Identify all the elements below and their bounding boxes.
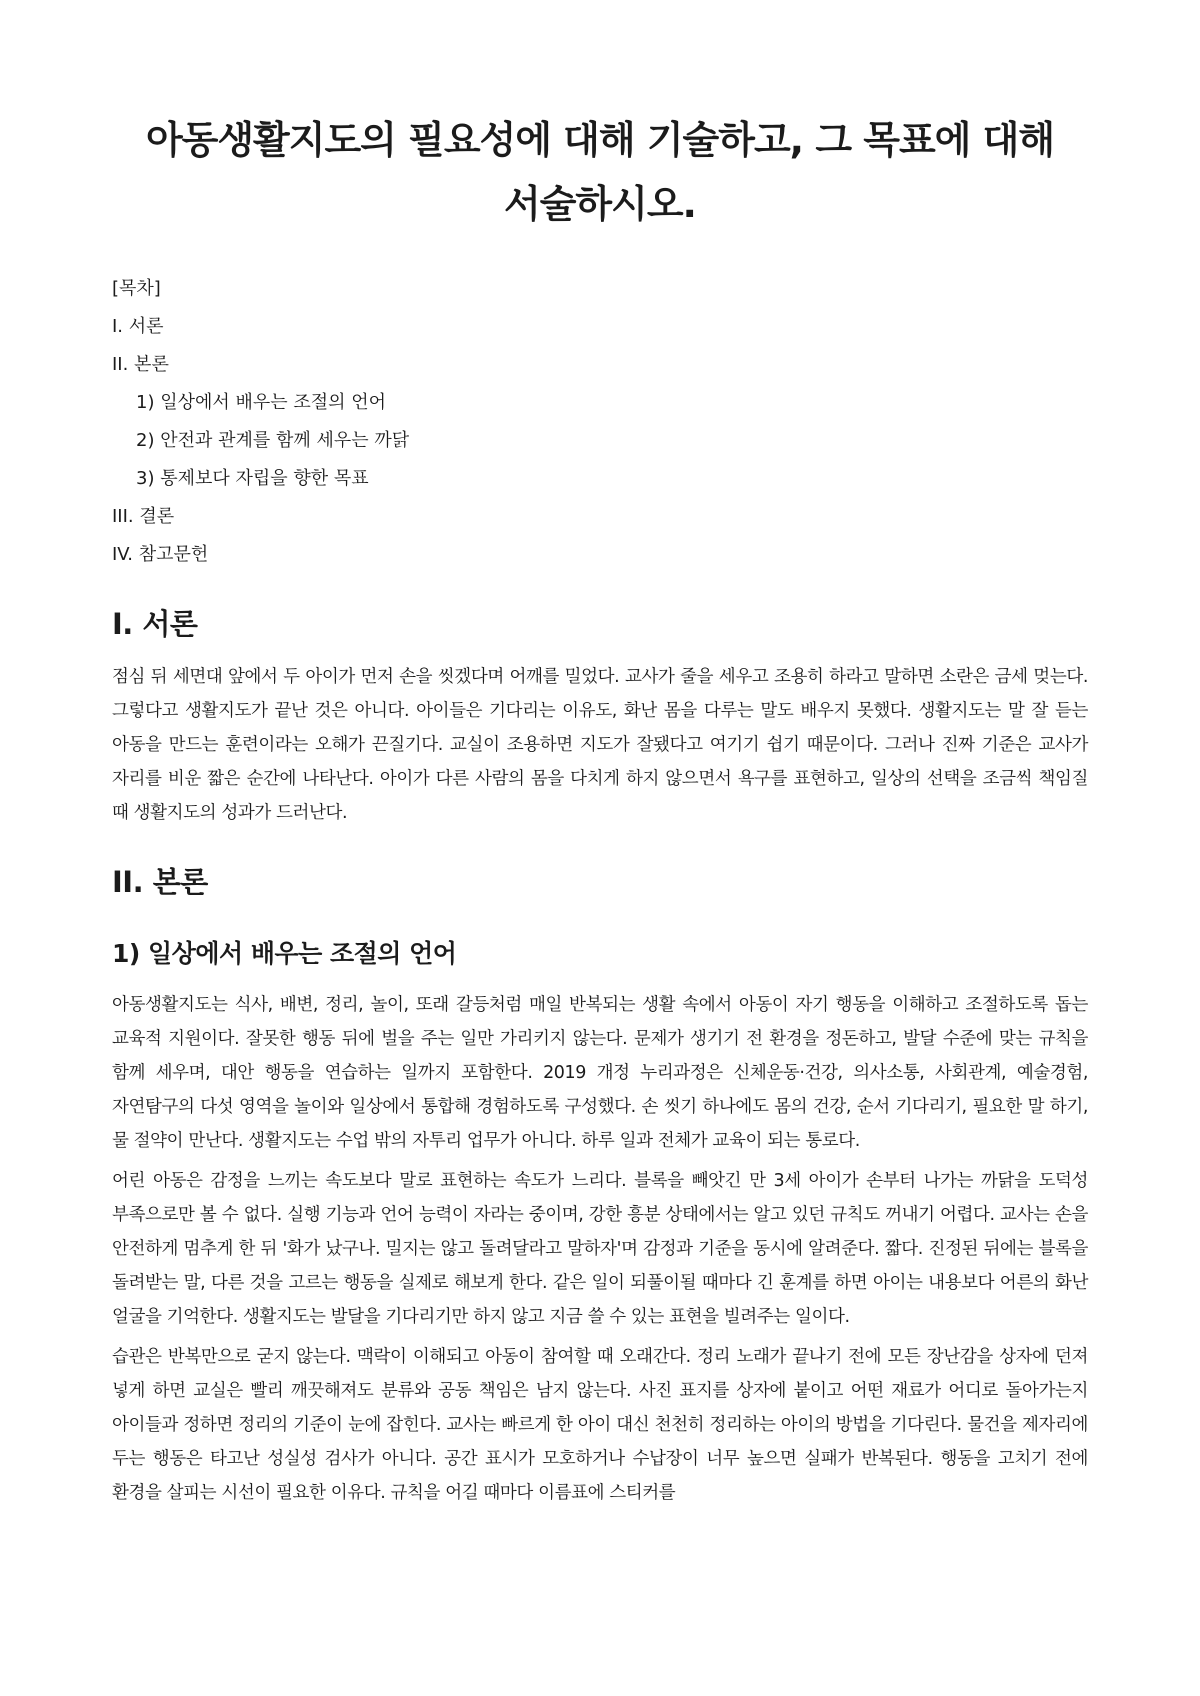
toc-item-conclusion: III. 결론 (112, 506, 175, 527)
table-of-contents (112, 270, 1088, 574)
toc-heading: [목차] (112, 278, 161, 299)
toc-item-intro: I. 서론 (112, 316, 164, 337)
section-heading-intro: I. 서론 (112, 607, 198, 641)
body-paragraph-1: 아동생활지도는 식사, 배변, 정리, 놀이, 또래 갈등처럼 매일 반복되는 생활 속에서 아동이 자기 행동을 이해하고 조절하도록 돕는 교육적 지원이다. 잘못한 행동 뒤에 벌을 주는 일만 가리키지 않는다. 문제가 생기기 전 환경을 정돈하고, 발달 수준에 맞는 규칙을 함께 세우며, 대안 행동을 연습하는 일까지 포함한다. 2019 개정 누리과정은 신체운동·건강, 의사소통, 사회관계, 예술경험, 자연탐구의 다섯 영역을 놀이와 일상에서 통합해 경험하도록 구성했다. 손 씻기 하나에도 몸의 건강, 순서 기다리기, 필요한 말 하기, 물 절약이 만난다. 생활지도는 수업 밖의 자투리 업무가 아니다. 하루 일과 전체가 교육이 되는 통로다. (112, 995, 1088, 1151)
toc-item-body: II. 본론 (112, 354, 169, 375)
document-title: 아동생활지도의 필요성에 대해 기술하고, 그 목표에 대해 서술하시오. (145, 118, 1055, 226)
intro-paragraph: 점심 뒤 세면대 앞에서 두 아이가 먼저 손을 씻겠다며 어깨를 밀었다. 교사가 줄을 세우고 조용히 하라고 말하면 소란은 금세 멎는다. 그렇다고 생활지도가 끝난 것은 아니다. 아이들은 기다리는 이유도, 화난 몸을 다루는 말도 배우지 못했다. 생활지도는 말 잘 듣는 아동을 만드는 훈련이라는 오해가 끈질기다. 교실이 조용하면 지도가 잘됐다고 여기기 쉽기 때문이다. 그러나 진짜 기준은 교사가 자리를 비운 짧은 순간에 나타난다. 아이가 다른 사람의 몸을 다치게 하지 않으면서 욕구를 표현하고, 일상의 선택을 조금씩 책임질 때 생활지도의 성과가 드러난다. (112, 667, 1088, 823)
toc-item-body-2: 2) 안전과 관계를 함께 세우는 까닭 (136, 430, 410, 451)
body-paragraph-3: 습관은 반복만으로 굳지 않는다. 맥락이 이해되고 아동이 참여할 때 오래간다. 정리 노래가 끝나기 전에 모든 장난감을 상자에 던져 넣게 하면 교실은 빨리 깨끗해져도 분류와 공동 책임은 남지 않는다. 사진 표지를 상자에 붙이고 어떤 재료가 어디로 돌아가는지 아이들과 정하면 정리의 기준이 눈에 잡힌다. 교사는 빠르게 한 아이 대신 천천히 정리하는 아이의 방법을 기다린다. 물건을 제자리에 두는 행동은 타고난 성실성 검사가 아니다. 공간 표시가 모호하거나 수납장이 너무 높으면 실패가 반복된다. 행동을 고치기 전에 환경을 살피는 시선이 필요한 이유다. 규칙을 어길 때마다 이름표에 스티커를 (112, 1347, 1088, 1503)
body-paragraph-2: 어린 아동은 감정을 느끼는 속도보다 말로 표현하는 속도가 느리다. 블록을 빼앗긴 만 3세 아이가 손부터 나가는 까닭을 도덕성 부족으로만 볼 수 없다. 실행 기능과 언어 능력이 자라는 중이며, 강한 흥분 상태에서는 알고 있던 규칙도 꺼내기 어렵다. 교사는 손을 안전하게 멈추게 한 뒤 '화가 났구나. 밀지는 않고 돌려달라고 말하자'며 감정과 기준을 동시에 알려준다. 짧다. 진정된 뒤에는 블록을 돌려받는 말, 다른 것을 고르는 행동을 실제로 해보게 한다. 같은 일이 되풀이될 때마다 긴 훈계를 하면 아이는 내용보다 어른의 화난 얼굴을 기억한다. 생활지도는 발달을 기다리기만 하지 않고 지금 쓸 수 있는 표현을 빌려주는 일이다. (112, 1171, 1088, 1327)
subsection-heading-1: 1) 일상에서 배우는 조절의 언어 (112, 939, 457, 968)
toc-item-body-3: 3) 통제보다 자립을 향한 목표 (136, 468, 369, 489)
toc-item-references: IV. 참고문헌 (112, 544, 209, 565)
toc-item-body-1: 1) 일상에서 배우는 조절의 언어 (136, 392, 387, 413)
section-heading-body: II. 본론 (112, 865, 208, 899)
